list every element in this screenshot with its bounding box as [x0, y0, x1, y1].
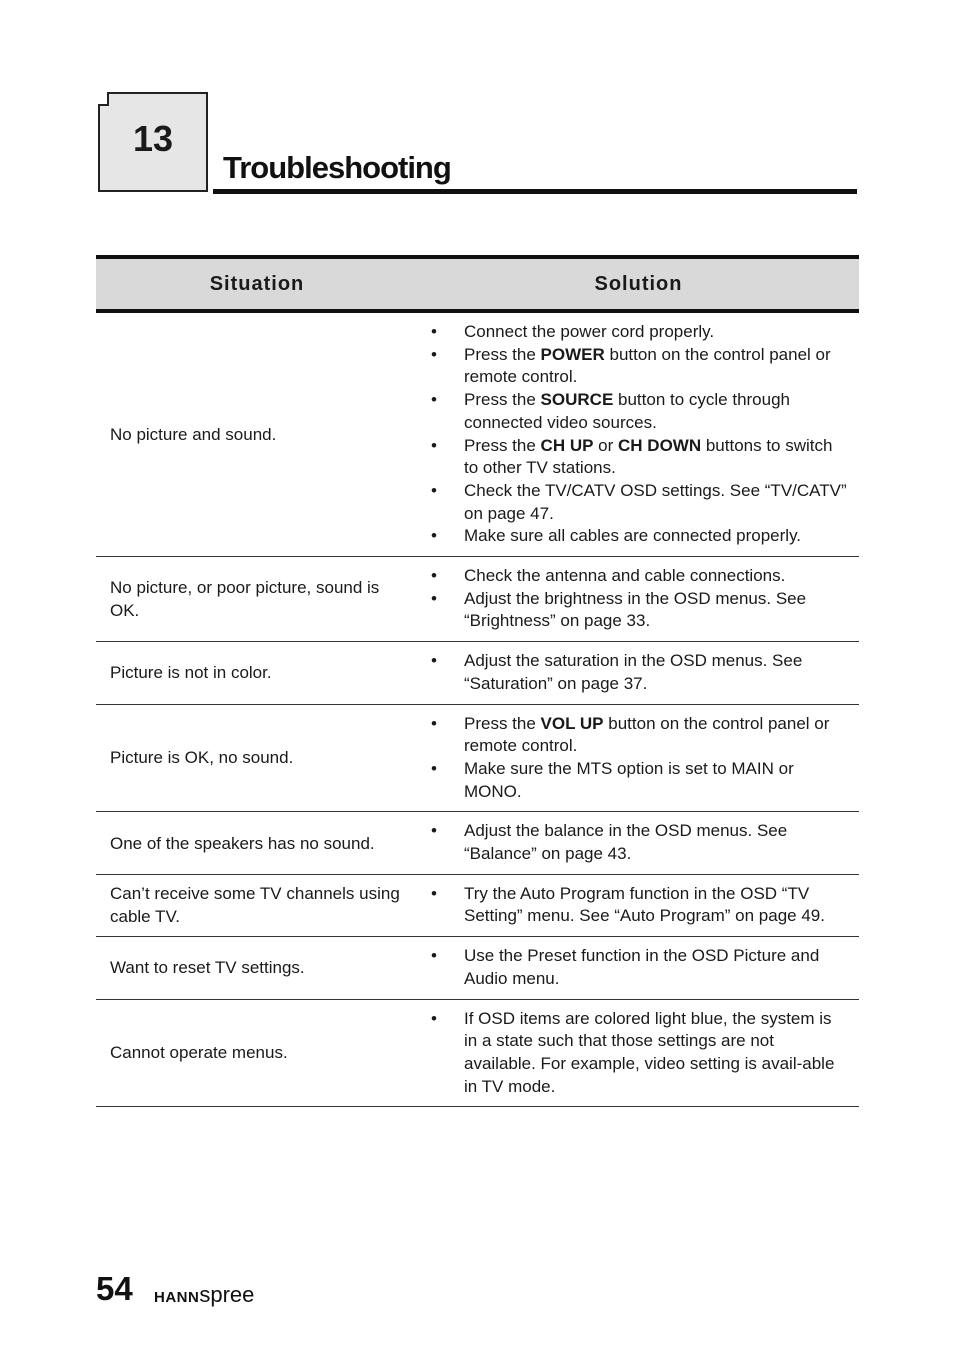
- bullet-icon: •: [431, 344, 437, 364]
- solution-item: [418, 650, 849, 695]
- solution-bold-term: POWER: [540, 344, 605, 364]
- solution-text-segment: button to cycle through connected video sources.: [464, 390, 791, 432]
- solution-cell: [418, 875, 859, 936]
- table-row: [96, 642, 859, 704]
- brand-light: spree: [199, 1282, 255, 1307]
- solution-item: [418, 435, 849, 480]
- solution-cell: [418, 937, 859, 998]
- bullet-icon: •: [431, 526, 437, 546]
- solution-text-segment: Press the: [464, 344, 541, 364]
- solution-text: [464, 525, 849, 548]
- header-situation: Situation: [209, 272, 305, 295]
- solution-text-segment: Connect the power cord properly.: [464, 322, 715, 341]
- situation-cell: Cannot operate menus.: [110, 1043, 288, 1063]
- solution-text-segment: Make sure the MTS option is set to MAIN or MONO.: [464, 758, 794, 801]
- solution-text-segment: If OSD items are colored light blue, the system is in a state such that those settings are not available. For example, video setting is avail-able in TV mode.: [464, 1008, 835, 1096]
- solution-text: [464, 435, 849, 480]
- solution-text: [464, 945, 849, 990]
- solution-cell: [418, 313, 859, 556]
- table-row: [96, 557, 859, 642]
- solution-text: [464, 321, 849, 344]
- solution-text-segment: Adjust the balance in the OSD menus. See “Balance” on page 43.: [464, 821, 788, 864]
- solution-text-segment: Adjust the brightness in the OSD menus. See “Brightness” on page 33.: [464, 588, 807, 631]
- brand-bold: HANN: [154, 1289, 200, 1306]
- table-row: [96, 875, 859, 937]
- solution-text-segment: Use the Preset function in the OSD Picture and Audio menu.: [464, 946, 820, 988]
- table-body: [96, 313, 859, 1107]
- table-row: [96, 1000, 859, 1108]
- bullet-icon: •: [431, 390, 437, 410]
- situation-cell: Want to reset TV settings.: [110, 958, 305, 978]
- page-number: 54: [96, 1270, 133, 1307]
- solution-item: [418, 480, 849, 525]
- bullet-icon: •: [431, 566, 437, 586]
- solution-text: [464, 344, 849, 389]
- solution-item: [418, 713, 849, 758]
- chapter-number: 13: [132, 118, 174, 159]
- bullet-icon: •: [431, 758, 437, 778]
- solution-cell: [418, 812, 859, 873]
- bullet-icon: •: [431, 480, 437, 500]
- solution-text: [464, 588, 849, 633]
- situation-cell: One of the speakers has no sound.: [110, 833, 375, 853]
- solution-text: [464, 758, 849, 803]
- solution-item: [418, 883, 849, 928]
- solution-text-segment: Press the: [464, 390, 541, 410]
- solution-item: [418, 525, 849, 548]
- solution-text: [464, 1008, 849, 1099]
- situation-cell: No picture and sound.: [110, 425, 277, 445]
- solution-item: [418, 344, 849, 389]
- solution-item: [418, 389, 849, 434]
- solution-cell: [418, 557, 859, 641]
- bullet-icon: •: [431, 322, 437, 341]
- bullet-icon: •: [431, 713, 437, 733]
- solution-item: [418, 588, 849, 633]
- solution-item: [418, 565, 849, 588]
- solution-bold-term: CH UP: [540, 435, 594, 455]
- solution-text: [464, 713, 849, 758]
- solution-text-segment: Press the: [464, 713, 541, 733]
- solution-text: [464, 480, 849, 525]
- situation-cell: Picture is OK, no sound.: [110, 748, 294, 768]
- solution-cell: [418, 705, 859, 812]
- situation-cell: Picture is not in color.: [110, 663, 272, 683]
- solution-item: [418, 1008, 849, 1099]
- bullet-icon: •: [431, 651, 437, 671]
- situation-cell: Can’t receive some TV channels using cable TV.: [110, 884, 400, 927]
- bullet-icon: •: [431, 946, 437, 966]
- solution-item: [418, 321, 849, 344]
- bullet-icon: •: [431, 588, 437, 608]
- bullet-icon: •: [431, 821, 437, 841]
- bullet-icon: •: [431, 883, 437, 903]
- table-row: [96, 937, 859, 999]
- troubleshooting-table: [96, 255, 859, 1107]
- table-header: [96, 255, 859, 313]
- solution-text-segment: or: [593, 435, 619, 455]
- situation-cell: No picture, or poor picture, sound is OK.: [110, 578, 380, 621]
- solution-bold-term: VOL UP: [540, 713, 604, 733]
- table-row: [96, 705, 859, 813]
- solution-text-segment: Try the Auto Program function in the OSD “TV Setting” menu. See “Auto Program” on page 49.: [464, 883, 825, 926]
- solution-item: [418, 820, 849, 865]
- solution-text: [464, 820, 849, 865]
- solution-text-segment: Check the TV/CATV OSD settings. See “TV/CATV” on page 47.: [464, 480, 847, 523]
- solution-text-segment: Make sure all cables are connected properly.: [464, 526, 802, 546]
- chapter-badge: [98, 92, 208, 192]
- table-row: [96, 812, 859, 874]
- header-solution: Solution: [594, 272, 683, 295]
- solution-text-segment: Check the antenna and cable connections.: [464, 566, 786, 586]
- solution-cell: [418, 1000, 859, 1107]
- solution-text: [464, 565, 849, 588]
- bullet-icon: •: [431, 1008, 437, 1028]
- brand-logo: [154, 1282, 254, 1308]
- solution-item: [418, 758, 849, 803]
- solution-text-segment: Adjust the saturation in the OSD menus. See “Saturation” on page 37.: [464, 651, 803, 693]
- title-rule: [213, 189, 857, 194]
- solution-text-segment: button on the control panel or remote control.: [464, 344, 831, 387]
- solution-item: [418, 945, 849, 990]
- solution-text: [464, 389, 849, 434]
- table-row: [96, 313, 859, 557]
- solution-cell: [418, 642, 859, 703]
- solution-text: [464, 883, 849, 928]
- solution-text: [464, 650, 849, 695]
- solution-text-segment: Press the: [464, 435, 541, 455]
- solution-bold-term: SOURCE: [540, 390, 614, 410]
- solution-bold-term: CH DOWN: [618, 435, 702, 455]
- solution-text-segment: button on the control panel or remote control.: [464, 713, 830, 756]
- page-title: Troubleshooting: [223, 150, 451, 185]
- solution-text-segment: buttons to switch to other TV stations.: [464, 435, 833, 478]
- bullet-icon: •: [431, 435, 437, 455]
